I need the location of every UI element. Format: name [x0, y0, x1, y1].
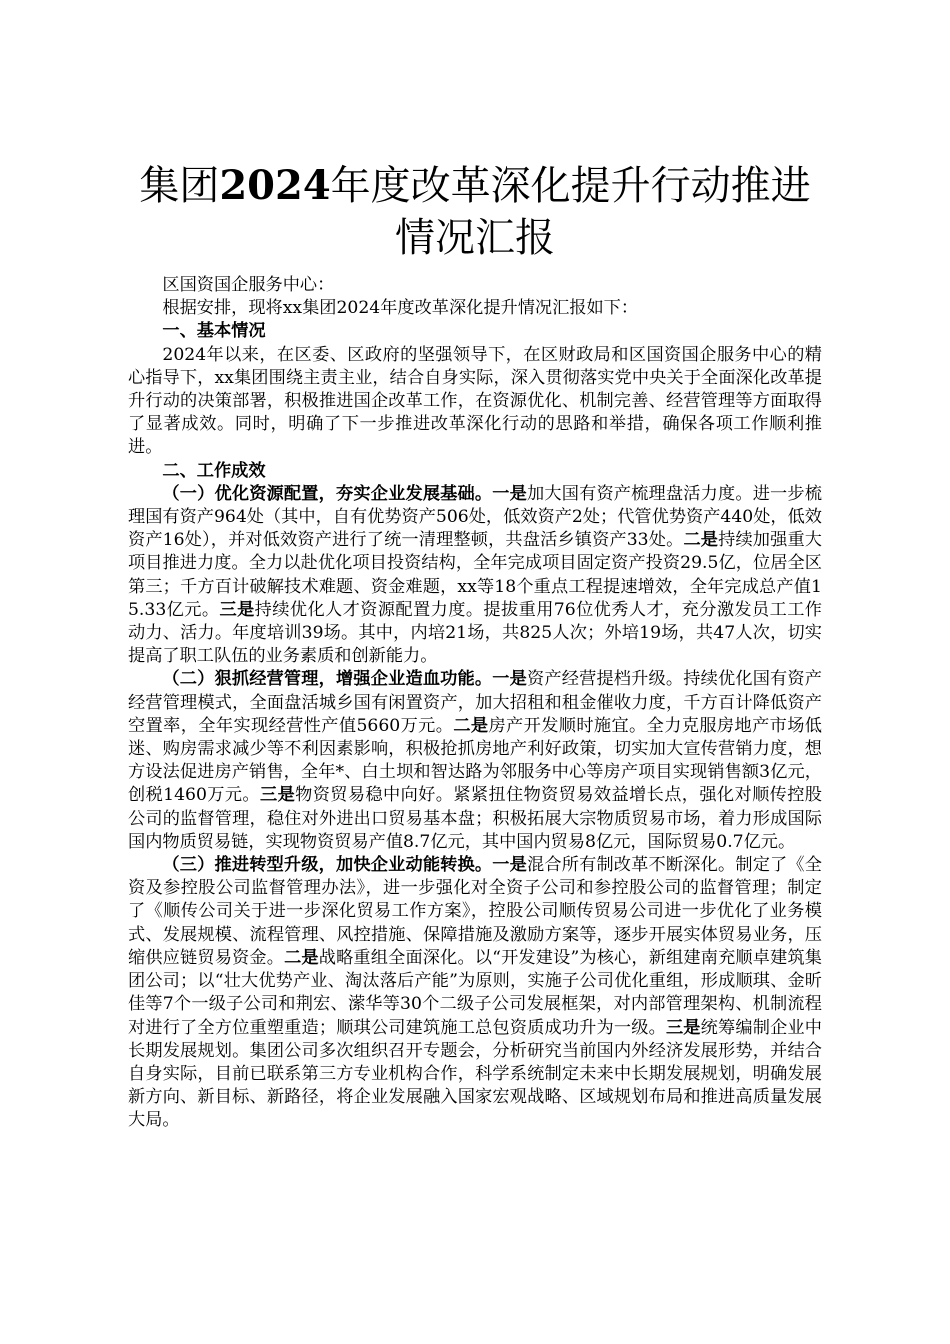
- paragraph-lead: （一）优化资源配置，夯实企业发展基础。: [162, 483, 493, 504]
- results-paragraph-3: [128, 854, 822, 1132]
- point-marker: 二是: [453, 715, 489, 736]
- results-paragraph-2: [128, 668, 822, 854]
- point-marker: 二是: [683, 530, 719, 551]
- addressee: 区国资国企服务中心：: [162, 275, 335, 295]
- section-heading-results: 二、工作成效: [162, 460, 266, 481]
- point-text: 房产开发顺时施宜。全力克服房地产市场低迷、购房需求减少等不利因素影响，积极抢抓房地产利好政策，切实加大宣传营销力度，想方设法促进房产销售，全年*、白土坝和智达路为邻服务中心等房产项目实现销售额3亿元，创税1460万元。: [128, 715, 822, 806]
- document-page: [128, 160, 822, 1133]
- point-text: 持续加强重大项目推进力度。全力以赴优化项目投资结构，全年完成项目固定资产投资29.5亿，位居全区第三；千方百计破解技术难题、资金难题，xx等18个重点工程提速增效，全年完成总产值15.33亿元。: [128, 530, 822, 620]
- point-text: 混合所有制改革不断深化。制定了《全资及参控股公司监督管理办法》，进一步强化对全资子公司和参控股公司的监督管理；制定了《顺传公司关于进一步深化贸易工作方案》，控股公司顺传贸易公司进一步优化了业务模式、发展规模、流程管理、风控措施、保障措施及激励方案等，逐步开展实体贸易业务，压缩供应链贸易资金。: [128, 855, 822, 968]
- section-heading-basic: 一、基本情况: [162, 321, 266, 342]
- point-marker: 一是: [492, 855, 527, 876]
- title-year: 2024: [219, 162, 331, 209]
- document-title: [128, 160, 822, 264]
- paragraph-lead: （二）狠抓经营管理，增强企业造血功能。: [162, 669, 493, 690]
- point-marker: 二是: [284, 947, 319, 968]
- point-text: 持续优化人才资源配置力度。提拔重用76位优秀人才，充分激发员工工作动力、活力。年度培训39场。其中，内培21场，共825人次；外培19场，共47人次，切实提高了职工队伍的业务素质和创新能力。: [128, 599, 822, 667]
- point-marker: 一是: [492, 483, 527, 504]
- intro-paragraph: 根据安排，现将xx集团2024年度改革深化提升情况汇报如下：: [162, 298, 639, 319]
- point-marker: 一是: [492, 669, 527, 690]
- basic-situation-paragraph: 2024年以来，在区委、区政府的坚强领导下，在区财政局和区国资国企服务中心的精心指导下，xx集团围绕主责主业，结合自身实际，深入贯彻落实党中央关于全面深化改革提升行动的决策部署，积极推进国企改革工作，在资源优化、机制完善、经营管理等方面取得了显著成效。同时，明确了下一步推进改革深化行动的思路和举措，确保各项工作顺利推进。: [128, 344, 822, 458]
- results-paragraph-1: [128, 483, 822, 669]
- point-marker: 三是: [219, 599, 255, 620]
- point-marker: 三是: [260, 785, 296, 806]
- point-text: 战略重组全面深化。以“开发建设”为核心，新组建南充顺卓建筑集团公司；以“壮大优势产业、淘汰落后产能”为原则，实施子公司优化重组，形成顺琪、金昕佳等7个一级子公司和荆宏、潆华等30个二级子公司发展框架，对内部管理架构、机制流程对进行了全方位重塑重造；顺琪公司建筑施工总包资质成功升为一级。: [128, 947, 822, 1038]
- paragraph-lead: （三）推进转型升级，加快企业动能转换。: [162, 855, 493, 876]
- point-marker: 三是: [665, 1017, 701, 1038]
- point-text: 统筹编制企业中长期发展规划。集团公司多次组织召开专题会，分析研究当前国内外经济发展形势，并结合自身实际，目前已联系第三方专业机构合作，科学系统制定未来中长期发展规划，明确发展新方向、新目标、新路径，将企业发展融入国家宏观战略、区域规划布局和推进高质量发展大局。: [128, 1017, 822, 1131]
- point-text: 物资贸易稳中向好。紧紧扭住物资贸易效益增长点，强化对顺传控股公司的监督管理，稳住对外进出口贸易基本盘；积极拓展大宗物质贸易市场，着力形成国际国内物质贸易链，实现物资贸易产值8.7亿元，其中国内贸易8亿元，国际贸易0.7亿元。: [128, 785, 822, 852]
- point-text: 资产经营提档升级。持续优化国有资产经营管理模式，全面盘活城乡国有闲置资产，加大招租和租金催收力度，千方百计降低资产空置率，全年实现经营性产值5660万元。: [128, 669, 822, 736]
- title-prefix: 集团: [139, 163, 220, 209]
- point-text: 加大国有资产梳理盘活力度。进一步梳理国有资产964处（其中，自有优势资产506处，低效资产2处；代管优势资产440处，低效资产16处），并对低效资产进行了统一清理整顿，共盘活乡镇资产33处。: [128, 483, 822, 551]
- title-suffix: 年度改革深化提升行动推进情况汇报: [330, 163, 811, 261]
